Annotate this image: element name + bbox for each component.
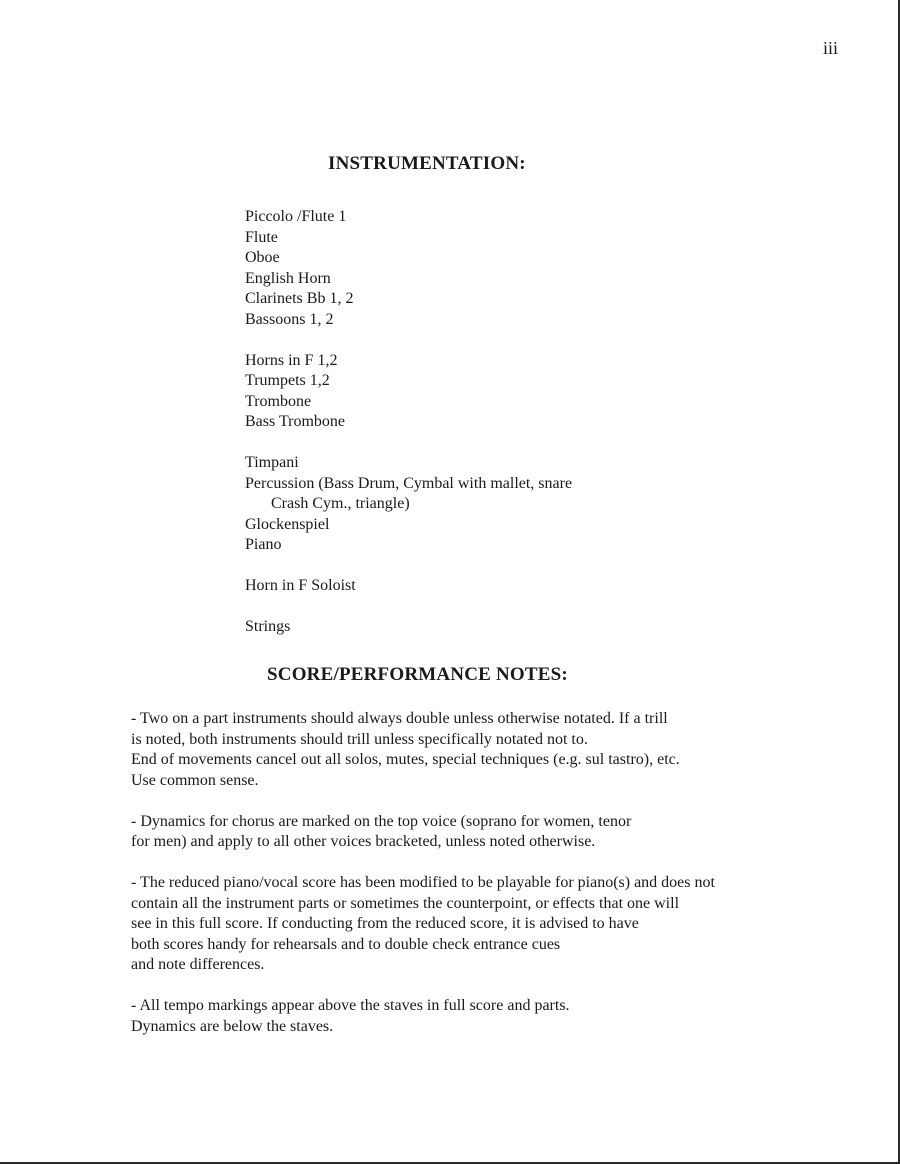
note-line: End of movements cancel out all solos, mutes, special techniques (e.g. sul tastro), etc. [131, 751, 680, 768]
note-line: and note differences. [131, 956, 265, 973]
strings-group [245, 617, 572, 638]
note-line: both scores handy for rehearsals and to double check entrance cues [131, 935, 561, 953]
brass-group [245, 351, 572, 433]
note-line: - Two on a part instruments should always double unless otherwise notated. If a trill [131, 710, 668, 727]
instrument-item: Horns in F 1,2 [245, 351, 338, 369]
note-line: - The reduced piano/vocal score has been modified to be playable for piano(s) and does not [131, 874, 715, 891]
instrumentation-heading: INSTRUMENTATION: [328, 153, 526, 174]
instrument-item: Piano [245, 536, 282, 553]
note-line: is noted, both instruments should trill unless specifically notated not to. [131, 730, 588, 748]
instrument-item: Oboe [245, 249, 280, 266]
note-line: - Dynamics for chorus are marked on the top voice (soprano for women, tenor [131, 812, 632, 830]
note-line: Use common sense. [131, 771, 259, 789]
note-paragraph [131, 873, 831, 976]
instrument-item: Timpani [245, 454, 299, 471]
instrument-item: Bass Trombone [245, 413, 346, 430]
note-paragraph [131, 812, 831, 853]
note-line: - All tempo markings appear above the staves in full score and parts. [131, 997, 570, 1014]
instrument-item: Trumpets 1,2 [245, 372, 330, 389]
instrument-item: Horn in F Soloist [245, 577, 356, 594]
instrument-item: Trombone [245, 392, 312, 410]
instrument-item: English Horn [245, 269, 331, 287]
instrument-item: Flute [245, 228, 278, 246]
instrument-item: Piccolo /Flute 1 [245, 208, 347, 225]
instrumentation-list [245, 207, 572, 638]
note-line: see in this full score. If conducting from the reduced score, it is advised to have [131, 915, 639, 932]
instrument-item: Glockenspiel [245, 515, 330, 533]
instrument-item: Clarinets Bb 1, 2 [245, 290, 354, 307]
soloist-group [245, 576, 572, 597]
note-line: for men) and apply to all other voices bracketed, unless noted otherwise. [131, 833, 596, 850]
page-number: iii [822, 38, 838, 58]
note-paragraph [131, 709, 831, 791]
instrument-item: Percussion (Bass Drum, Cymbal with mallet, snare [245, 474, 573, 492]
performance-notes [131, 709, 831, 1058]
note-paragraph [131, 996, 831, 1037]
instrument-item: Bassoons 1, 2 [245, 310, 334, 328]
instrument-item: Strings [245, 618, 291, 635]
percussion-keyboard-group [245, 453, 572, 556]
instrument-item-continuation: Crash Cym., triangle) [271, 495, 410, 512]
woodwinds-group [245, 207, 572, 330]
note-line: Dynamics are below the staves. [131, 1017, 334, 1035]
note-line: contain all the instrument parts or sometimes the counterpoint, or effects that one will [131, 894, 680, 912]
performance-notes-heading: SCORE/PERFORMANCE NOTES: [267, 664, 568, 685]
